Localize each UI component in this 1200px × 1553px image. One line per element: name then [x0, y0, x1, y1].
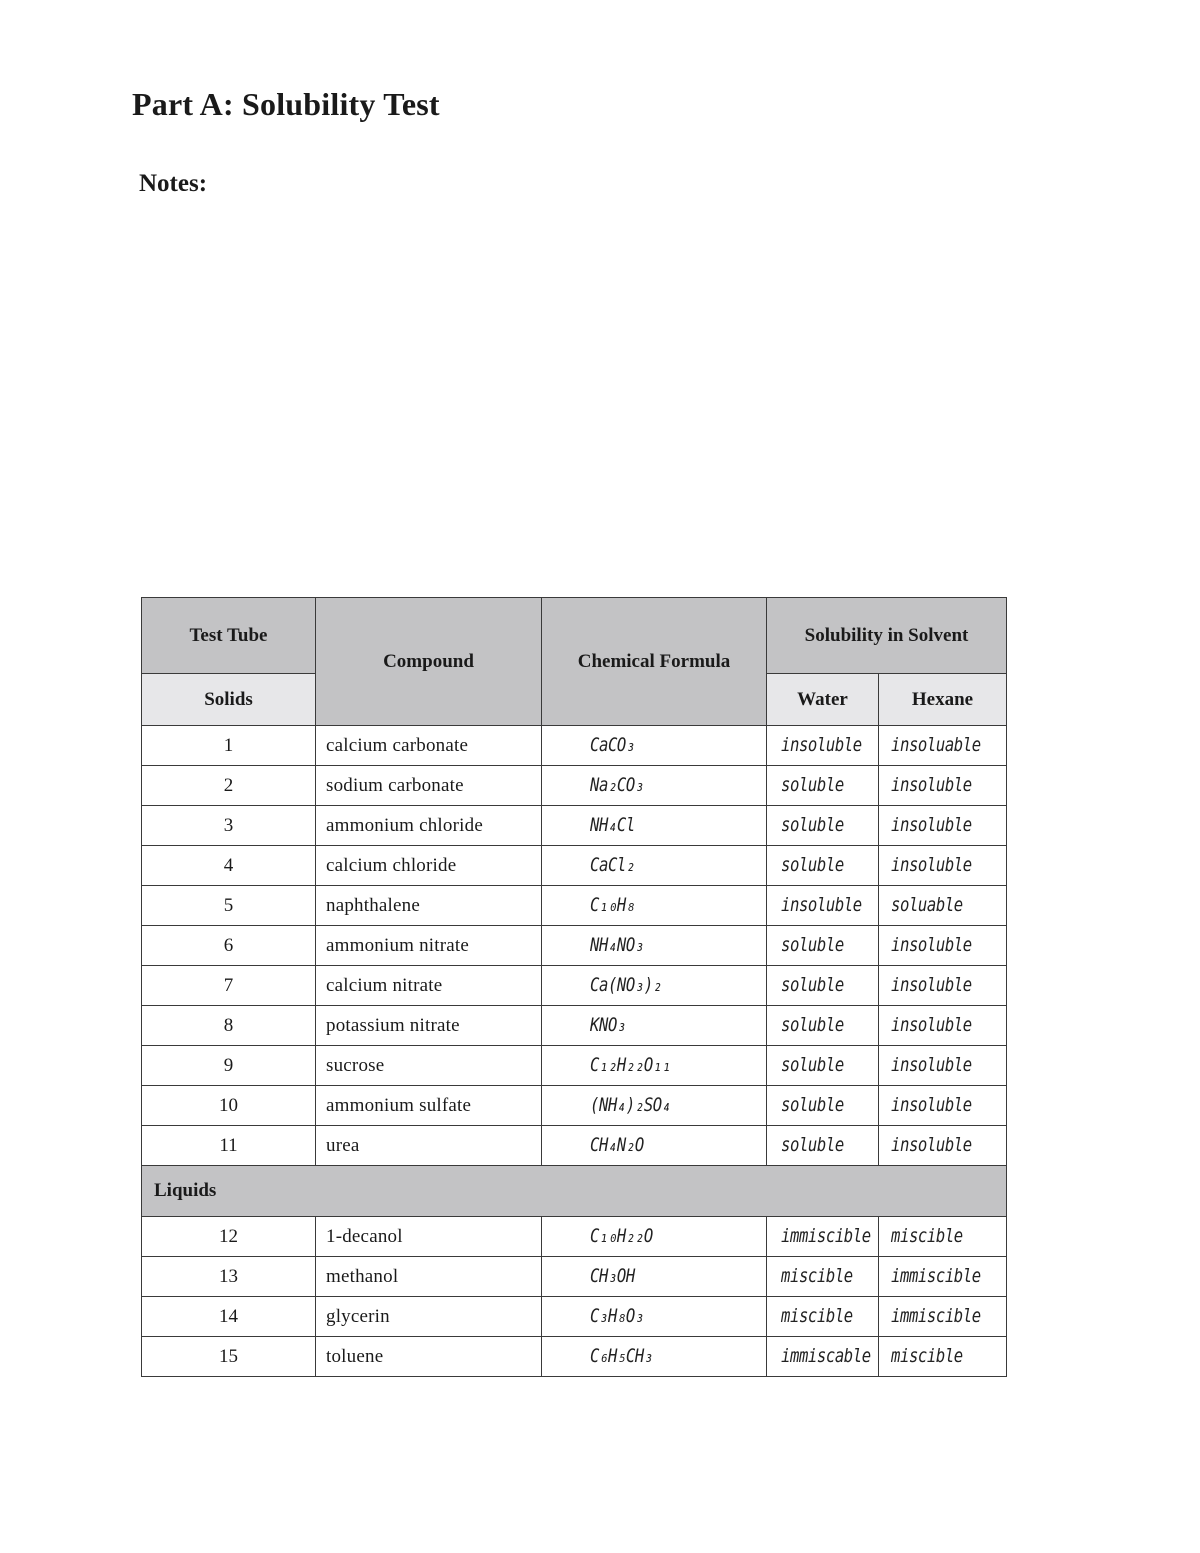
hexane-solubility-cell [879, 886, 1007, 926]
water-solubility-cell [767, 926, 879, 966]
compound-name: glycerin [316, 1297, 542, 1337]
hexane-solubility-cell [879, 1257, 1007, 1297]
solubility-table [141, 597, 1007, 1377]
compound-name: calcium chloride [316, 846, 542, 886]
hexane-solubility-cell [879, 1126, 1007, 1166]
table-row [142, 766, 1007, 806]
chemical-formula-cell [542, 1297, 767, 1337]
water-solubility-cell [767, 806, 879, 846]
hexane-solubility: insoluble [891, 854, 972, 876]
compound-name: potassium nitrate [316, 1006, 542, 1046]
water-solubility: insoluble [781, 894, 862, 916]
compound-name: sucrose [316, 1046, 542, 1086]
header-water: Water [767, 674, 879, 726]
chemical-formula: C₆H₅CH₃ [590, 1345, 653, 1367]
test-tube-number: 5 [142, 886, 316, 926]
header-solids: Solids [142, 674, 316, 726]
water-solubility: soluble [781, 854, 844, 876]
chemical-formula: (NH₄)₂SO₄ [590, 1094, 671, 1116]
section-liquids: Liquids [142, 1166, 1007, 1217]
water-solubility: insoluble [781, 734, 862, 756]
water-solubility-cell [767, 1006, 879, 1046]
table-row [142, 1046, 1007, 1086]
table-row [142, 926, 1007, 966]
water-solubility-cell [767, 1126, 879, 1166]
test-tube-number: 12 [142, 1217, 316, 1257]
header-solubility-in-solvent: Solubility in Solvent [767, 598, 1007, 674]
hexane-solubility: insoluble [891, 774, 972, 796]
water-solubility-cell [767, 1337, 879, 1377]
hexane-solubility: insoluble [891, 1094, 972, 1116]
chemical-formula: Na₂CO₃ [590, 774, 644, 796]
chemical-formula: CH₄N₂O [590, 1134, 644, 1156]
liquids-section [142, 1166, 1007, 1217]
chemical-formula-cell [542, 1217, 767, 1257]
hexane-solubility-cell [879, 1086, 1007, 1126]
chemical-formula: NH₄NO₃ [590, 934, 644, 956]
solids-body [142, 726, 1007, 1166]
compound-name: ammonium sulfate [316, 1086, 542, 1126]
chemical-formula-cell [542, 886, 767, 926]
test-tube-number: 9 [142, 1046, 316, 1086]
hexane-solubility: miscible [891, 1345, 963, 1367]
compound-name: methanol [316, 1257, 542, 1297]
water-solubility-cell [767, 966, 879, 1006]
compound-name: sodium carbonate [316, 766, 542, 806]
hexane-solubility-cell [879, 1297, 1007, 1337]
hexane-solubility-cell [879, 726, 1007, 766]
table-row [142, 846, 1007, 886]
chemical-formula-cell [542, 1126, 767, 1166]
header-chemical-formula: Chemical Formula [542, 598, 767, 726]
compound-name: urea [316, 1126, 542, 1166]
water-solubility-cell [767, 726, 879, 766]
hexane-solubility-cell [879, 1337, 1007, 1377]
chemical-formula-cell [542, 1046, 767, 1086]
compound-name: toluene [316, 1337, 542, 1377]
chemical-formula: KNO₃ [590, 1014, 626, 1036]
table-row [142, 1297, 1007, 1337]
hexane-solubility: insoluble [891, 974, 972, 996]
test-tube-number: 13 [142, 1257, 316, 1297]
chemical-formula: NH₄Cl [590, 814, 635, 836]
hexane-solubility-cell [879, 1006, 1007, 1046]
chemical-formula-cell [542, 846, 767, 886]
water-solubility: soluble [781, 774, 844, 796]
chemical-formula: CaCO₃ [590, 734, 635, 756]
test-tube-number: 6 [142, 926, 316, 966]
chemical-formula-cell [542, 766, 767, 806]
chemical-formula: C₁₀H₈ [590, 894, 635, 916]
chemical-formula-cell [542, 1006, 767, 1046]
water-solubility: soluble [781, 1134, 844, 1156]
table-row [142, 1217, 1007, 1257]
compound-name: ammonium nitrate [316, 926, 542, 966]
table-row [142, 726, 1007, 766]
liquids-body [142, 1217, 1007, 1377]
compound-name: naphthalene [316, 886, 542, 926]
test-tube-number: 15 [142, 1337, 316, 1377]
water-solubility-cell [767, 1297, 879, 1337]
test-tube-number: 10 [142, 1086, 316, 1126]
chemical-formula-cell [542, 806, 767, 846]
chemical-formula: C₁₂H₂₂O₁₁ [590, 1054, 671, 1076]
table-row [142, 1257, 1007, 1297]
hexane-solubility: insoluble [891, 934, 972, 956]
chemical-formula-cell [542, 1257, 767, 1297]
header-test-tube: Test Tube [142, 598, 316, 674]
hexane-solubility: insoluble [891, 1054, 972, 1076]
compound-name: calcium carbonate [316, 726, 542, 766]
hexane-solubility-cell [879, 1046, 1007, 1086]
water-solubility-cell [767, 1046, 879, 1086]
chemical-formula: CaCl₂ [590, 854, 635, 876]
chemical-formula-cell [542, 1086, 767, 1126]
chemical-formula-cell [542, 966, 767, 1006]
test-tube-number: 11 [142, 1126, 316, 1166]
test-tube-number: 3 [142, 806, 316, 846]
water-solubility-cell [767, 886, 879, 926]
header-compound: Compound [316, 598, 542, 726]
hexane-solubility-cell [879, 766, 1007, 806]
water-solubility-cell [767, 1086, 879, 1126]
chemical-formula: Ca(NO₃)₂ [590, 974, 662, 996]
notes-label: Notes: [139, 170, 208, 197]
hexane-solubility-cell [879, 926, 1007, 966]
table-row [142, 966, 1007, 1006]
compound-name: ammonium chloride [316, 806, 542, 846]
table-row [142, 1337, 1007, 1377]
table-row [142, 886, 1007, 926]
chemical-formula: C₃H₈O₃ [590, 1305, 644, 1327]
water-solubility-cell [767, 766, 879, 806]
table-row [142, 1006, 1007, 1046]
table-row [142, 1086, 1007, 1126]
hexane-solubility: insoluble [891, 1014, 972, 1036]
water-solubility: immiscable [781, 1345, 871, 1367]
water-solubility-cell [767, 1257, 879, 1297]
test-tube-number: 4 [142, 846, 316, 886]
water-solubility: immiscible [781, 1225, 871, 1247]
water-solubility-cell [767, 1217, 879, 1257]
hexane-solubility-cell [879, 966, 1007, 1006]
table-row [142, 806, 1007, 846]
hexane-solubility-cell [879, 806, 1007, 846]
hexane-solubility: miscible [891, 1225, 963, 1247]
test-tube-number: 14 [142, 1297, 316, 1337]
water-solubility: soluble [781, 1094, 844, 1116]
hexane-solubility-cell [879, 1217, 1007, 1257]
water-solubility: soluble [781, 974, 844, 996]
water-solubility: soluble [781, 1014, 844, 1036]
hexane-solubility-cell [879, 846, 1007, 886]
water-solubility: soluble [781, 934, 844, 956]
hexane-solubility: soluable [891, 894, 963, 916]
water-solubility: miscible [781, 1305, 853, 1327]
test-tube-number: 8 [142, 1006, 316, 1046]
chemical-formula-cell [542, 726, 767, 766]
water-solubility-cell [767, 846, 879, 886]
test-tube-number: 1 [142, 726, 316, 766]
hexane-solubility: insoluable [891, 734, 981, 756]
page-title: Part A: Solubility Test [132, 86, 440, 122]
test-tube-number: 2 [142, 766, 316, 806]
water-solubility: soluble [781, 814, 844, 836]
water-solubility: soluble [781, 1054, 844, 1076]
compound-name: 1-decanol [316, 1217, 542, 1257]
chemical-formula-cell [542, 1337, 767, 1377]
hexane-solubility: insoluble [891, 814, 972, 836]
test-tube-number: 7 [142, 966, 316, 1006]
hexane-solubility: immiscible [891, 1305, 981, 1327]
header-hexane: Hexane [879, 674, 1007, 726]
water-solubility: miscible [781, 1265, 853, 1287]
chemical-formula: CH₃OH [590, 1265, 635, 1287]
hexane-solubility: insoluble [891, 1134, 972, 1156]
hexane-solubility: immiscible [891, 1265, 981, 1287]
compound-name: calcium nitrate [316, 966, 542, 1006]
chemical-formula-cell [542, 926, 767, 966]
chemical-formula: C₁₀H₂₂O [590, 1225, 653, 1247]
table-row [142, 1126, 1007, 1166]
